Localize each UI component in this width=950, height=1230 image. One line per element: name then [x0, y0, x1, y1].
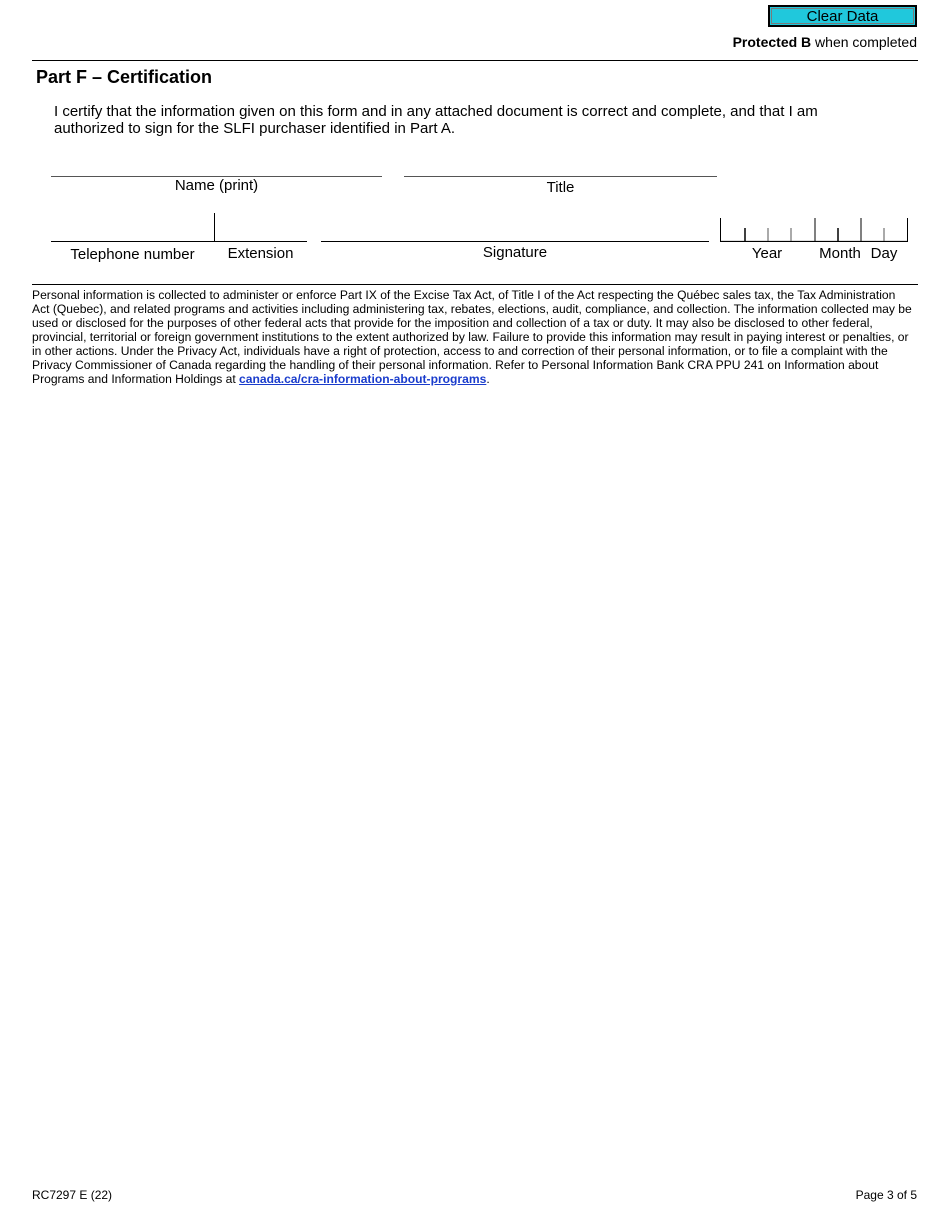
date-field-boxes [720, 218, 908, 242]
year-label: Year [751, 245, 783, 262]
name-label: Name (print) [174, 177, 259, 194]
protected-b-notice [733, 34, 917, 50]
certification-statement: I certify that the information given on this form and in any attached document is correct and complete, and that I am authorized to sign for the SLFI purchaser identified in Part A. [54, 103, 818, 137]
form-code: RC7297 E (22) [32, 1188, 113, 1202]
telephone-label: Telephone number [70, 246, 195, 263]
extension-divider [214, 213, 215, 241]
page-number: Page 3 of 5 [855, 1188, 917, 1202]
privacy-link[interactable]: canada.ca/cra-information-about-programs [239, 372, 487, 386]
month-label: Month [819, 245, 861, 262]
signature-label: Signature [482, 244, 548, 261]
protected-b-suffix: when completed [811, 34, 917, 50]
section-divider [32, 284, 918, 285]
signature-input-line[interactable] [321, 241, 709, 242]
section-title: Part F – Certification [36, 67, 213, 87]
date-field[interactable] [720, 218, 908, 241]
telephone-input-line[interactable] [51, 241, 307, 242]
protected-b-label: Protected B [732, 34, 812, 50]
day-label: Day [870, 245, 898, 262]
privacy-text: Personal information is collected to administer or enforce Part IX of the Excise Tax Act, of Title I of the Act respecting the Québec sales tax, the Tax Administration Act (Quebec), and related programs and activities including administering tax, rebates, elections, audit, compliance, and collection. The information collected may be used or disclosed for the purposes of other federal acts that provide for the imposition and collection of a tax or duty. It may also be disclosed to other federal, provincial, territorial or foreign government institutions to the extent authorized by law. Failure to provide this information may result in paying interest or penalties, or in other actions. Under the Privacy Act, individuals have a right of protection, access to and correction of their personal information, or to file a complaint with the Privacy Commissioner of Canada regarding the handling of their personal information. Refer to Personal Information Bank CRA PPU 241 on Information about Programs and Information Holdings at [32, 288, 912, 386]
privacy-notice [32, 288, 912, 386]
extension-label: Extension [227, 245, 294, 262]
clear-data-button[interactable]: Clear Data [768, 5, 917, 27]
title-label: Title [546, 179, 575, 196]
header-divider [32, 60, 918, 61]
title-input-line[interactable] [404, 176, 717, 177]
privacy-end: . [486, 372, 490, 386]
